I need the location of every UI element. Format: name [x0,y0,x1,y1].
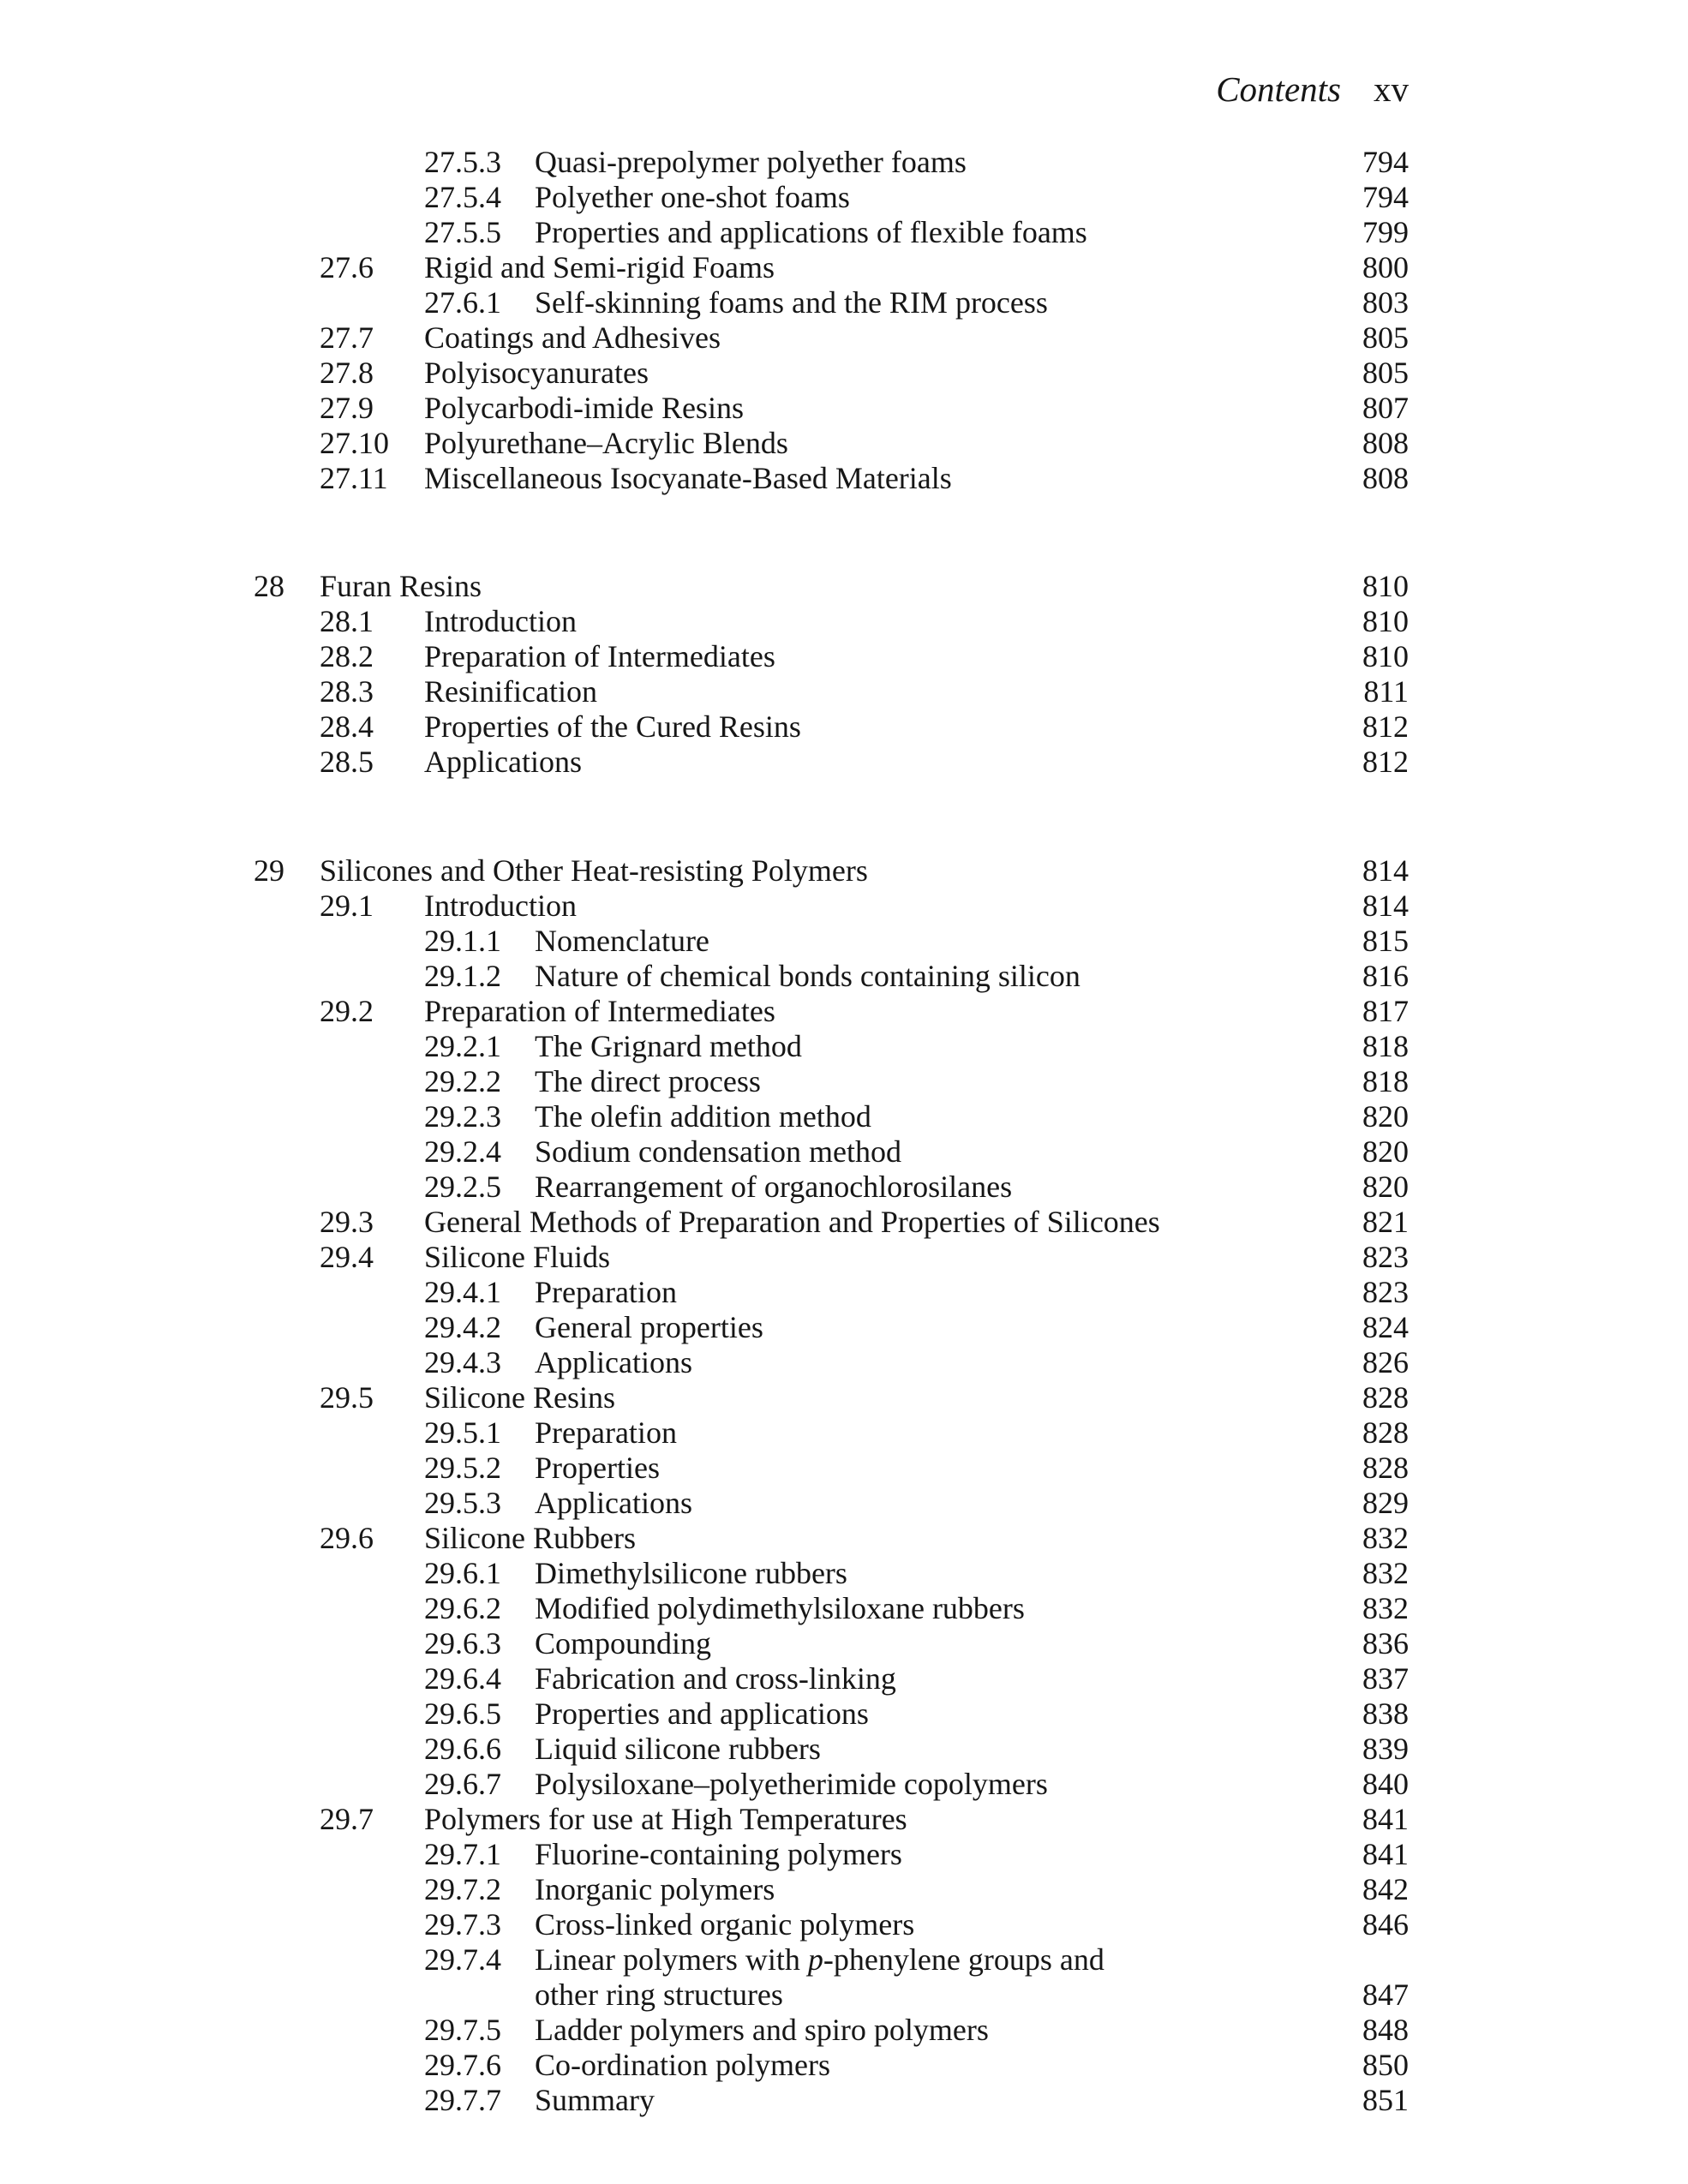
toc-entry [0,1486,1688,1521]
toc-entry-number: 29.7.2 [424,1872,501,1906]
toc-entry-title: Properties [535,1451,660,1485]
toc-entry-title: Miscellaneous Isocyanate-Based Materials [424,461,952,495]
toc-entry-page: 832 [1362,1521,1409,1555]
toc-entry-page: 810 [1362,569,1409,603]
toc-entry [0,1661,1688,1696]
toc-entry [0,1099,1688,1134]
toc-entry [0,1451,1688,1486]
toc-entry-number: 27.5.5 [424,215,501,249]
toc-entry [0,1732,1688,1767]
toc-entry [0,1521,1688,1556]
toc-entry-page: 808 [1362,426,1409,460]
toc-entry-number: 29.2.5 [424,1170,501,1204]
toc-entry-title: Rearrangement of organochlorosilanes [535,1170,1013,1204]
toc-entry-title: Applications [424,745,582,779]
toc-entry-title: Properties and applications of flexible foams [535,215,1087,249]
toc-entry-page: 850 [1362,2048,1409,2082]
toc-entry-title: Silicone Resins [424,1380,615,1415]
toc-entry-title: Applications [535,1345,692,1379]
toc-entry-title: General Methods of Preparation and Properties of Silicones [424,1205,1160,1239]
toc-entry-title: Introduction [424,604,577,638]
toc-entry-page: 823 [1362,1240,1409,1274]
toc-entry [0,180,1688,215]
toc-entry-number: 29.6.5 [424,1696,501,1731]
toc-entry-page: 832 [1362,1591,1409,1625]
toc-entry-page: 826 [1362,1345,1409,1379]
toc-entry [0,1942,1688,1978]
toc-entry-title: Dimethylsilicone rubbers [535,1556,847,1590]
toc-entry-number: 29.1 [320,889,374,923]
toc-entry-title: Coatings and Adhesives [424,320,721,355]
toc-entry [0,1310,1688,1345]
toc-entry-page: 832 [1362,1556,1409,1590]
toc-entry-number: 28.1 [320,604,374,638]
toc-entry-title: Preparation of Intermediates [424,639,775,673]
toc-entry-title: Silicone Rubbers [424,1521,636,1555]
toc-entry [0,1591,1688,1626]
toc-entry-number: 29.7.5 [424,2013,501,2047]
toc-entry-title: Co-ordination polymers [535,2048,830,2082]
toc-entry-number: 28.3 [320,674,374,709]
toc-entry-number: 29.6.4 [424,1661,501,1696]
toc-entry-number: 29.7 [320,1802,374,1836]
toc-entry-number: 29.4.2 [424,1310,501,1344]
toc-entry [0,1802,1688,1837]
toc-entry-page: 821 [1362,1205,1409,1239]
toc-entry-page: 838 [1362,1696,1409,1731]
toc-entry-title: Preparation [535,1275,677,1309]
toc-entry-page: 805 [1362,356,1409,390]
toc-entry-number: 29.2 [320,994,374,1028]
toc-entry-title: Modified polydimethylsiloxane rubbers [535,1591,1025,1625]
toc-entry-number: 29.5 [320,1380,374,1415]
toc-entry-page: 816 [1362,959,1409,993]
toc-entry [0,461,1688,496]
toc-entry-page: 839 [1362,1732,1409,1766]
toc-entry-page: 846 [1362,1907,1409,1942]
toc-entry-title: Preparation of Intermediates [424,994,775,1028]
toc-entry-page: 800 [1362,250,1409,284]
toc-entry-title: Properties and applications [535,1696,869,1731]
toc-entry-number: 29.7.3 [424,1907,501,1942]
toc-entry-page: 837 [1362,1661,1409,1696]
toc-entry [0,1029,1688,1064]
toc-entry-title: Nomenclature [535,924,709,958]
toc-entry-page: 829 [1362,1486,1409,1520]
toc-entry-title: Applications [535,1486,692,1520]
toc-entry [0,1134,1688,1170]
toc-entry-number: 29.2.3 [424,1099,501,1134]
toc-entry-page: 799 [1362,215,1409,249]
toc-entry [0,709,1688,745]
toc-entry-page: 817 [1362,994,1409,1028]
toc-entry [0,745,1688,780]
toc-entry [0,569,1688,604]
toc-entry-number: 27.10 [320,426,389,460]
toc-entry-title: Liquid silicone rubbers [535,1732,821,1766]
toc-entry [0,1626,1688,1661]
toc-entry-page: 851 [1362,2083,1409,2117]
toc-entry-title: Preparation [535,1415,677,1450]
toc-entry-title: Introduction [424,889,577,923]
toc-entry [0,604,1688,639]
toc-entry-number: 29.7.4 [424,1942,501,1977]
toc-entry [0,2048,1688,2083]
toc-entry-page: 810 [1362,604,1409,638]
toc-entry-title: The olefin addition method [535,1099,871,1134]
toc-entry [0,1837,1688,1872]
toc-entry [0,994,1688,1029]
toc-entry-number: 29.5.1 [424,1415,501,1450]
toc-entry-number: 27.8 [320,356,374,390]
toc-entry-number: 29.6.7 [424,1767,501,1801]
toc-entry-number: 27.7 [320,320,374,355]
toc-entry-page: 805 [1362,320,1409,355]
toc-entry-title: Resinification [424,674,597,709]
toc-entry [0,1556,1688,1591]
running-header-page-number: xv [1374,69,1409,109]
toc-entry-number: 29.7.7 [424,2083,501,2117]
toc-entry-number: 29.1.1 [424,924,501,958]
toc-entry-number: 27.11 [320,461,388,495]
toc-entry-title: Polysiloxane–polyetherimide copolymers [535,1767,1048,1801]
toc-entry-page: 848 [1362,2013,1409,2047]
toc-entry-page: 814 [1362,853,1409,888]
toc-entry-title: Sodium condensation method [535,1134,901,1169]
toc-entry-title: The direct process [535,1064,761,1098]
toc-entry-title: Silicones and Other Heat-resisting Polymers [320,853,868,888]
toc-entry-title: Fabrication and cross-linking [535,1661,896,1696]
toc-entry-title: Cross-linked organic polymers [535,1907,915,1942]
toc-entry-number: 29 [254,853,284,888]
toc-entry-title: Self-skinning foams and the RIM process [535,285,1048,320]
toc-entry-title: Quasi-prepolymer polyether foams [535,145,967,179]
toc-entry [0,1872,1688,1907]
toc-entry-title: General properties [535,1310,763,1344]
toc-entry-page: 803 [1362,285,1409,320]
toc-entry-number: 29.6.3 [424,1626,501,1660]
toc-entry [0,924,1688,959]
toc-entry-number: 27.6.1 [424,285,501,320]
toc-entry-title: Fluorine-containing polymers [535,1837,902,1871]
toc-entry-page: 824 [1362,1310,1409,1344]
toc-entry-page: 794 [1362,180,1409,214]
toc-entry-page: 818 [1362,1064,1409,1098]
toc-entry [0,145,1688,180]
toc-entry [0,674,1688,709]
toc-entry-number: 29.2.4 [424,1134,501,1169]
toc-entry-page: 811 [1363,674,1409,709]
toc-entry-page: 828 [1362,1380,1409,1415]
toc-entry-number: 28 [254,569,284,603]
toc-entry [0,639,1688,674]
toc-entry-page: 818 [1362,1029,1409,1063]
toc-entry-number: 29.5.3 [424,1486,501,1520]
toc-entry-page: 842 [1362,1872,1409,1906]
toc-entry [0,1380,1688,1415]
toc-entry-title: Properties of the Cured Resins [424,709,801,744]
toc-entry-page: 820 [1362,1099,1409,1134]
toc-entry [0,1205,1688,1240]
toc-entry-page: 828 [1362,1451,1409,1485]
toc-entry [0,1240,1688,1275]
toc-entry-number: 29.6 [320,1521,374,1555]
toc-entry [0,959,1688,994]
toc-entry [0,1978,1688,2013]
toc-entry-page: 794 [1362,145,1409,179]
toc-entry [0,1767,1688,1802]
toc-entry-title: Silicone Fluids [424,1240,611,1274]
toc-entry-number: 29.6.2 [424,1591,501,1625]
toc-entry [0,2083,1688,2118]
toc-entry-number: 27.5.4 [424,180,501,214]
toc-entry-number: 29.2.2 [424,1064,501,1098]
toc-entry-number: 29.4.3 [424,1345,501,1379]
toc-entry [0,889,1688,924]
toc-entry-page: 840 [1362,1767,1409,1801]
toc-entry-page: 820 [1362,1170,1409,1204]
toc-entry-number: 29.5.2 [424,1451,501,1485]
toc-entry-number: 27.6 [320,250,374,284]
toc-entry-page: 814 [1362,889,1409,923]
toc-entry [0,320,1688,356]
toc-entry-title: Polyisocyanurates [424,356,649,390]
toc-entry-title: Polymers for use at High Temperatures [424,1802,907,1836]
toc-entry-page: 807 [1362,391,1409,425]
toc-entry [0,2013,1688,2048]
toc-entry [0,285,1688,320]
toc-entry-title: Polycarbodi-imide Resins [424,391,744,425]
toc-entry [0,250,1688,285]
toc-entry [0,1907,1688,1942]
toc-entry-title: Polyether one-shot foams [535,180,850,214]
toc-entry-number: 29.1.2 [424,959,501,993]
toc-entry [0,215,1688,250]
toc-entry [0,426,1688,461]
toc-entry-number: 27.5.3 [424,145,501,179]
toc-entry [0,853,1688,889]
toc-entry-number: 28.4 [320,709,374,744]
toc-entry-title: Ladder polymers and spiro polymers [535,2013,989,2047]
toc-entry-title: Furan Resins [320,569,482,603]
toc-entry-page: 808 [1362,461,1409,495]
toc-entry-page: 847 [1362,1978,1409,2012]
toc-entry-page: 810 [1362,639,1409,673]
toc-entry [0,356,1688,391]
toc-entry [0,1345,1688,1380]
toc-entry [0,1696,1688,1732]
toc-entry [0,1415,1688,1451]
toc-entry-number: 29.4.1 [424,1275,501,1309]
toc-entry-page: 828 [1362,1415,1409,1450]
toc-entry-page: 841 [1362,1802,1409,1836]
toc-entry-page: 820 [1362,1134,1409,1169]
toc-entry-number: 27.9 [320,391,374,425]
toc-entry-title: Inorganic polymers [535,1872,775,1906]
toc-entry-title: Polyurethane–Acrylic Blends [424,426,788,460]
toc-entry-number: 28.2 [320,639,374,673]
toc-entry-page: 823 [1362,1275,1409,1309]
toc-entry [0,391,1688,426]
toc-entry-number: 29.7.1 [424,1837,501,1871]
toc-entry [0,1275,1688,1310]
toc-entry-number: 29.4 [320,1240,374,1274]
toc-entry-number: 29.7.6 [424,2048,501,2082]
toc-entry-page: 836 [1362,1626,1409,1660]
toc-entry-title: Nature of chemical bonds containing silicon [535,959,1080,993]
toc-entry-number: 29.6.6 [424,1732,501,1766]
toc-entry-page: 812 [1362,709,1409,744]
toc-entry-page: 841 [1362,1837,1409,1871]
toc-entry-number: 29.6.1 [424,1556,501,1590]
toc-entry-number: 29.2.1 [424,1029,501,1063]
toc-entry-number: 28.5 [320,745,374,779]
toc-entry-page: 812 [1362,745,1409,779]
toc-entry-title: The Grignard method [535,1029,802,1063]
toc-entry-title: Summary [535,2083,655,2117]
toc-entry-title: Linear polymers with p-phenylene groups and [535,1942,1104,1977]
toc-entry-title: other ring structures [535,1978,783,2012]
toc-entry-title: Compounding [535,1626,712,1660]
toc-entry-title: Rigid and Semi-rigid Foams [424,250,775,284]
running-header-title: Contents [1216,69,1341,109]
toc-entry-number: 29.3 [320,1205,374,1239]
toc-entry [0,1170,1688,1205]
toc-entry [0,1064,1688,1099]
toc-entry-page: 815 [1362,924,1409,958]
